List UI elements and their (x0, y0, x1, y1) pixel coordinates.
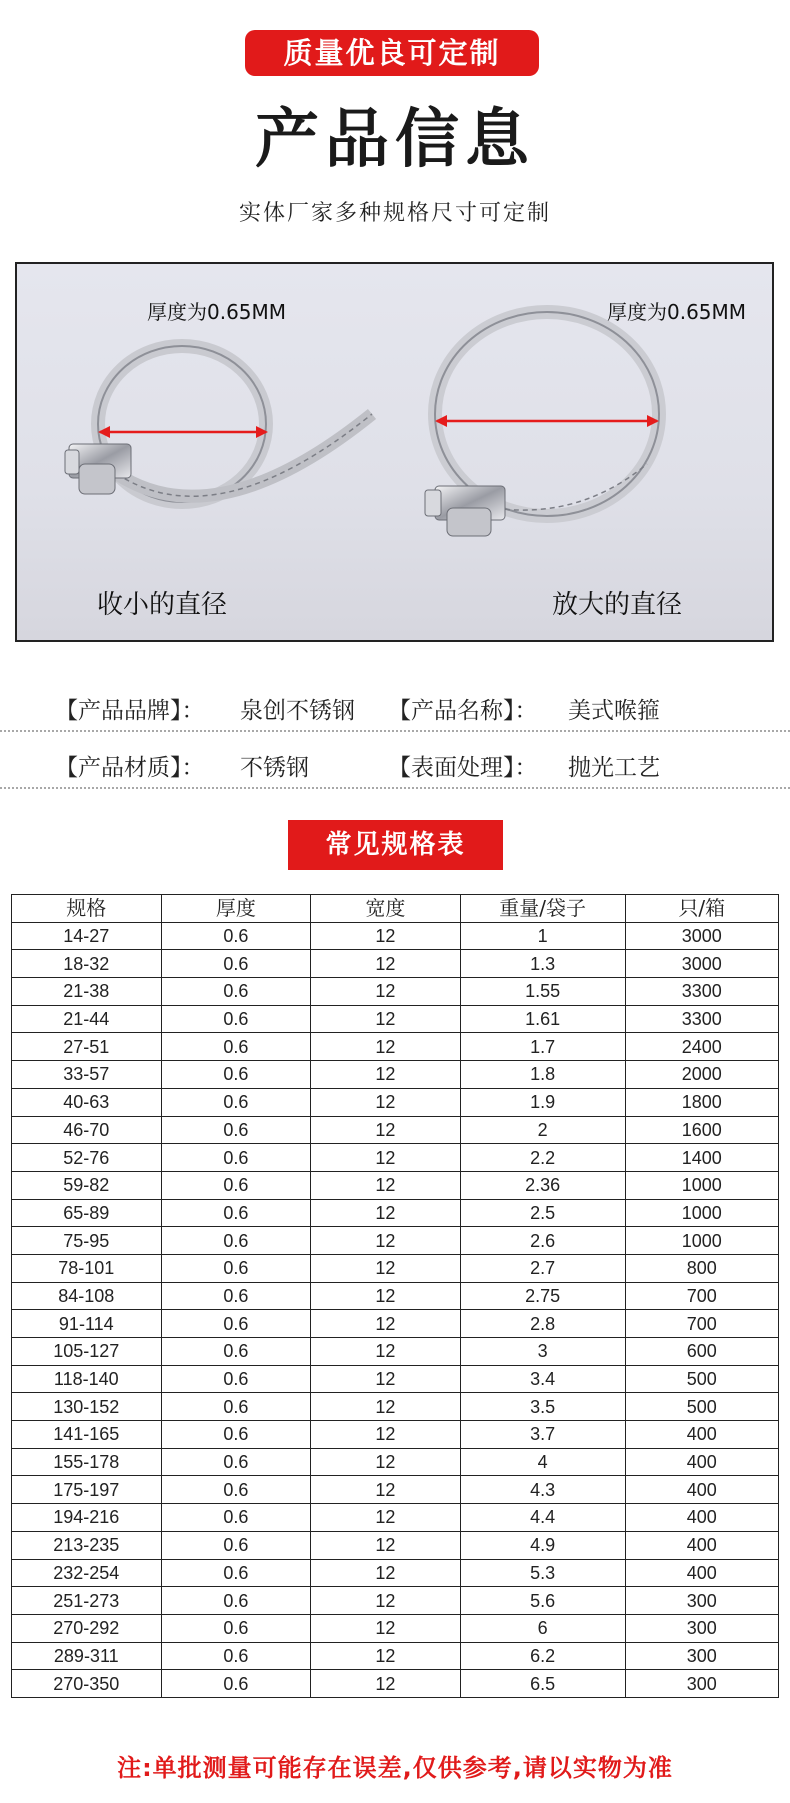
brand-label: 【产品品牌】： (55, 698, 205, 724)
cell-spec: 289-311 (12, 1642, 162, 1670)
table-row (12, 1476, 779, 1504)
cell-width: 12 (311, 1282, 461, 1310)
cell-spec: 270-292 (12, 1614, 162, 1642)
material-label: 【产品材质】： (55, 755, 205, 781)
disclaimer-note: 注:单批测量可能存在误差,仅供参考,请以实物为准 (117, 1754, 673, 1782)
table-row (12, 1005, 779, 1033)
cell-width: 12 (311, 1254, 461, 1282)
table-row (12, 1199, 779, 1227)
table-row (12, 950, 779, 978)
header-spec: 规格 (12, 895, 162, 923)
cell-thickness: 0.6 (161, 1531, 311, 1559)
cell-width: 12 (311, 1614, 461, 1642)
spec-table-header-row (12, 895, 779, 923)
cell-pieces: 600 (625, 1338, 778, 1366)
cell-weight: 4 (460, 1448, 625, 1476)
cell-pieces: 800 (625, 1254, 778, 1282)
cell-thickness: 0.6 (161, 950, 311, 978)
dotted-divider (0, 730, 790, 732)
cell-width: 12 (311, 1005, 461, 1033)
cell-pieces: 300 (625, 1614, 778, 1642)
cell-weight: 3.4 (460, 1365, 625, 1393)
cell-pieces: 400 (625, 1448, 778, 1476)
cell-pieces: 400 (625, 1476, 778, 1504)
table-row (12, 1061, 779, 1089)
page-subtitle: 实体厂家多种规格尺寸可定制 (238, 201, 551, 226)
cell-pieces: 700 (625, 1282, 778, 1310)
cell-weight: 4.3 (460, 1476, 625, 1504)
cell-spec: 105-127 (12, 1338, 162, 1366)
cell-width: 12 (311, 1227, 461, 1255)
cell-spec: 59-82 (12, 1171, 162, 1199)
cell-spec: 52-76 (12, 1144, 162, 1172)
cell-thickness: 0.6 (161, 1061, 311, 1089)
cell-width: 12 (311, 1393, 461, 1421)
dotted-divider (0, 787, 790, 789)
cell-pieces: 3300 (625, 1005, 778, 1033)
cell-thickness: 0.6 (161, 1642, 311, 1670)
cell-weight: 3 (460, 1338, 625, 1366)
cell-thickness: 0.6 (161, 978, 311, 1006)
large-clamp-screw-housing (425, 486, 505, 536)
table-row (12, 978, 779, 1006)
cell-width: 12 (311, 1199, 461, 1227)
cell-weight: 5.3 (460, 1559, 625, 1587)
cell-thickness: 0.6 (161, 1448, 311, 1476)
surface-value: 抛光工艺 (568, 755, 660, 781)
cell-pieces: 400 (625, 1421, 778, 1449)
cell-pieces: 2400 (625, 1033, 778, 1061)
spec-table-title: 常见规格表 (288, 820, 503, 870)
cell-spec: 27-51 (12, 1033, 162, 1061)
table-row (12, 1559, 779, 1587)
cell-width: 12 (311, 950, 461, 978)
cell-spec: 118-140 (12, 1365, 162, 1393)
cell-pieces: 300 (625, 1642, 778, 1670)
cell-spec: 141-165 (12, 1421, 162, 1449)
table-row (12, 1310, 779, 1338)
cell-pieces: 1800 (625, 1088, 778, 1116)
product-name-value: 美式喉箍 (568, 698, 660, 724)
cell-thickness: 0.6 (161, 1421, 311, 1449)
cell-spec: 194-216 (12, 1504, 162, 1532)
cell-pieces: 1000 (625, 1199, 778, 1227)
cell-weight: 6 (460, 1614, 625, 1642)
small-clamp-tail (117, 414, 372, 496)
spec-table (11, 894, 779, 1698)
cell-thickness: 0.6 (161, 1614, 311, 1642)
cell-pieces: 400 (625, 1531, 778, 1559)
product-photo (15, 262, 774, 642)
cell-width: 12 (311, 1642, 461, 1670)
table-row (12, 1670, 779, 1698)
cell-width: 12 (311, 1531, 461, 1559)
cell-weight: 4.9 (460, 1531, 625, 1559)
cell-thickness: 0.6 (161, 1476, 311, 1504)
cell-weight: 2.7 (460, 1254, 625, 1282)
cell-thickness: 0.6 (161, 1504, 311, 1532)
cell-weight: 3.5 (460, 1393, 625, 1421)
cell-thickness: 0.6 (161, 1559, 311, 1587)
header-weight-per-bag: 重量/袋子 (460, 895, 625, 923)
cell-width: 12 (311, 1670, 461, 1698)
cell-spec: 33-57 (12, 1061, 162, 1089)
cell-spec: 75-95 (12, 1227, 162, 1255)
cell-spec: 78-101 (12, 1254, 162, 1282)
cell-width: 12 (311, 1144, 461, 1172)
cell-weight: 1.7 (460, 1033, 625, 1061)
header-pieces-per-box: 只/箱 (625, 895, 778, 923)
cell-width: 12 (311, 1448, 461, 1476)
header-width: 宽度 (311, 895, 461, 923)
table-row (12, 1116, 779, 1144)
cell-spec: 14-27 (12, 922, 162, 950)
cell-thickness: 0.6 (161, 1338, 311, 1366)
cell-width: 12 (311, 1338, 461, 1366)
left-thickness-label: 厚度为0.65MM (147, 300, 287, 324)
cell-thickness: 0.6 (161, 1199, 311, 1227)
cell-weight: 2.75 (460, 1282, 625, 1310)
cell-weight: 6.5 (460, 1670, 625, 1698)
cell-pieces: 3000 (625, 950, 778, 978)
left-caption: 收小的直径 (97, 590, 228, 620)
cell-weight: 5.6 (460, 1587, 625, 1615)
table-row (12, 1282, 779, 1310)
table-row (12, 1448, 779, 1476)
cell-spec: 40-63 (12, 1088, 162, 1116)
cell-pieces: 300 (625, 1587, 778, 1615)
cell-width: 12 (311, 1033, 461, 1061)
cell-spec: 18-32 (12, 950, 162, 978)
table-row (12, 1504, 779, 1532)
cell-width: 12 (311, 1504, 461, 1532)
cell-pieces: 400 (625, 1504, 778, 1532)
cell-pieces: 3300 (625, 978, 778, 1006)
cell-thickness: 0.6 (161, 1227, 311, 1255)
table-row (12, 1642, 779, 1670)
cell-pieces: 400 (625, 1559, 778, 1587)
table-row (12, 1171, 779, 1199)
large-clamp-band (435, 312, 659, 516)
page-title: 产品信息 (255, 103, 535, 177)
table-row (12, 1338, 779, 1366)
cell-thickness: 0.6 (161, 1254, 311, 1282)
table-row (12, 1587, 779, 1615)
cell-width: 12 (311, 1088, 461, 1116)
cell-weight: 3.7 (460, 1421, 625, 1449)
cell-pieces: 1000 (625, 1227, 778, 1255)
cell-spec: 21-44 (12, 1005, 162, 1033)
cell-spec: 213-235 (12, 1531, 162, 1559)
cell-width: 12 (311, 1171, 461, 1199)
cell-weight: 2.6 (460, 1227, 625, 1255)
cell-pieces: 700 (625, 1310, 778, 1338)
cell-spec: 175-197 (12, 1476, 162, 1504)
cell-spec: 251-273 (12, 1587, 162, 1615)
cell-weight: 2.36 (460, 1171, 625, 1199)
product-name-label: 【产品名称】： (388, 698, 538, 724)
cell-spec: 232-254 (12, 1559, 162, 1587)
cell-weight: 1 (460, 922, 625, 950)
cell-thickness: 0.6 (161, 1033, 311, 1061)
cell-pieces: 3000 (625, 922, 778, 950)
info-row-brand-name (0, 680, 790, 730)
cell-weight: 1.8 (460, 1061, 625, 1089)
material-value: 不锈钢 (240, 755, 309, 781)
cell-spec: 46-70 (12, 1116, 162, 1144)
cell-pieces: 500 (625, 1365, 778, 1393)
cell-thickness: 0.6 (161, 1587, 311, 1615)
cell-spec: 21-38 (12, 978, 162, 1006)
right-caption: 放大的直径 (552, 590, 683, 620)
cell-width: 12 (311, 1116, 461, 1144)
cell-thickness: 0.6 (161, 1144, 311, 1172)
cell-spec: 155-178 (12, 1448, 162, 1476)
cell-pieces: 300 (625, 1670, 778, 1698)
cell-thickness: 0.6 (161, 1310, 311, 1338)
cell-weight: 1.3 (460, 950, 625, 978)
cell-pieces: 1000 (625, 1171, 778, 1199)
customizable-badge: 质量优良可定制 (245, 30, 539, 76)
cell-width: 12 (311, 1421, 461, 1449)
cell-thickness: 0.6 (161, 1088, 311, 1116)
table-row (12, 922, 779, 950)
cell-pieces: 2000 (625, 1061, 778, 1089)
cell-weight: 1.55 (460, 978, 625, 1006)
table-row (12, 1254, 779, 1282)
cell-thickness: 0.6 (161, 922, 311, 950)
header-thickness: 厚度 (161, 895, 311, 923)
cell-width: 12 (311, 1061, 461, 1089)
surface-label: 【表面处理】： (388, 755, 538, 781)
cell-weight: 1.61 (460, 1005, 625, 1033)
cell-thickness: 0.6 (161, 1171, 311, 1199)
table-row (12, 1088, 779, 1116)
cell-width: 12 (311, 1587, 461, 1615)
brand-value: 泉创不锈钢 (240, 698, 355, 724)
cell-weight: 2.5 (460, 1199, 625, 1227)
cell-thickness: 0.6 (161, 1116, 311, 1144)
table-row (12, 1144, 779, 1172)
cell-thickness: 0.6 (161, 1005, 311, 1033)
cell-pieces: 1400 (625, 1144, 778, 1172)
cell-spec: 84-108 (12, 1282, 162, 1310)
right-thickness-label: 厚度为0.65MM (607, 300, 747, 324)
cell-width: 12 (311, 922, 461, 950)
cell-weight: 4.4 (460, 1504, 625, 1532)
cell-thickness: 0.6 (161, 1282, 311, 1310)
cell-spec: 65-89 (12, 1199, 162, 1227)
cell-width: 12 (311, 1365, 461, 1393)
table-row (12, 1033, 779, 1061)
table-row (12, 1614, 779, 1642)
cell-weight: 2.2 (460, 1144, 625, 1172)
cell-weight: 6.2 (460, 1642, 625, 1670)
table-row (12, 1421, 779, 1449)
cell-thickness: 0.6 (161, 1393, 311, 1421)
cell-width: 12 (311, 1559, 461, 1587)
cell-thickness: 0.6 (161, 1365, 311, 1393)
cell-width: 12 (311, 1310, 461, 1338)
cell-pieces: 1600 (625, 1116, 778, 1144)
table-row (12, 1531, 779, 1559)
cell-width: 12 (311, 978, 461, 1006)
cell-spec: 130-152 (12, 1393, 162, 1421)
table-row (12, 1365, 779, 1393)
cell-pieces: 500 (625, 1393, 778, 1421)
cell-weight: 2.8 (460, 1310, 625, 1338)
table-row (12, 1227, 779, 1255)
cell-width: 12 (311, 1476, 461, 1504)
cell-thickness: 0.6 (161, 1670, 311, 1698)
cell-weight: 1.9 (460, 1088, 625, 1116)
table-row (12, 1393, 779, 1421)
cell-weight: 2 (460, 1116, 625, 1144)
info-row-material-surface (0, 737, 790, 787)
cell-spec: 91-114 (12, 1310, 162, 1338)
cell-spec: 270-350 (12, 1670, 162, 1698)
